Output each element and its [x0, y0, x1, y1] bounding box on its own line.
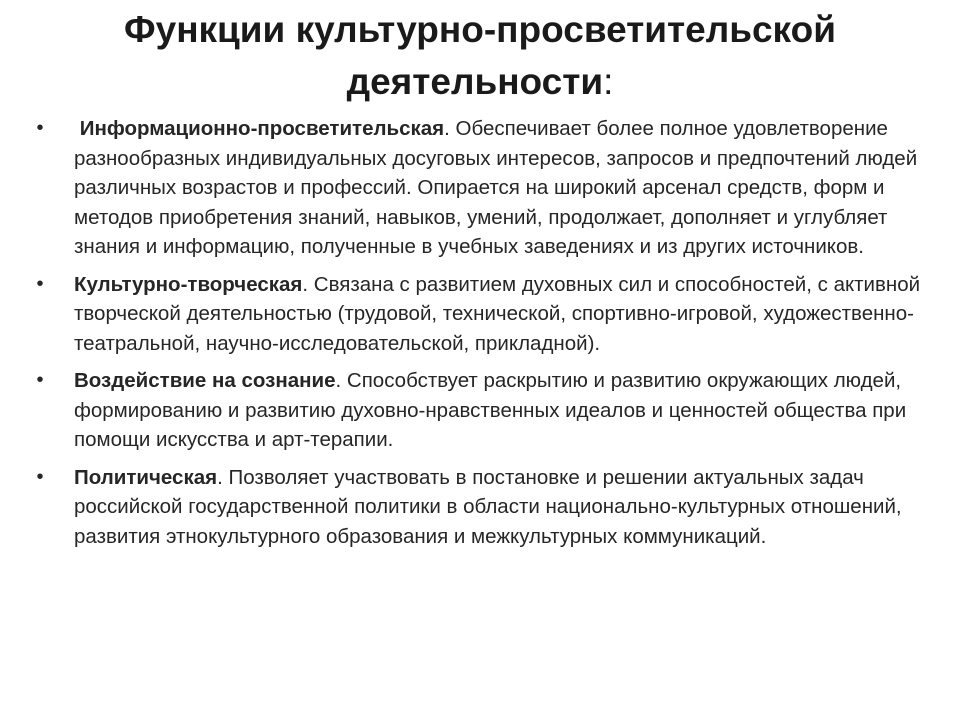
item-term: Культурно-творческая — [74, 272, 303, 296]
list-item-creative — [36, 270, 932, 359]
list-item-political — [36, 463, 932, 552]
item-description: . Обеспечивает более полное удовлетворение разнообразных индивидуальных досуговых интересов, запросов и предпочтений людей различных возрастов и профессий. Опирается на широкий арсенал средств, форм и методов приобретения знаний, навыков, умений, продолжает, дополняет и углубляет знания и информацию, полученные в учебных заведениях и из других источников. — [74, 117, 918, 258]
item-term: Политическая — [74, 465, 218, 489]
slide-title — [40, 4, 920, 108]
bullet-icon: • — [36, 465, 44, 488]
item-description: . Способствует раскрытию и развитию окружающих людей, формированию и развитию духовно-нравственных идеалов и ценностей общества при помощи искусства и арт-терапии. — [74, 369, 907, 451]
slide-title-text: Функции культурно-просветительской деятельности — [124, 9, 836, 102]
bullet-icon: • — [36, 117, 44, 139]
item-description: . Позволяет участвовать в постановке и решении актуальных задач российской государственной политики в области национально-культурных отношений, развития этнокультурного образования и межкультурных коммуникаций. — [74, 465, 902, 548]
bullet-icon: • — [36, 369, 44, 391]
item-term: Воздействие на сознание — [74, 369, 336, 392]
bullet-list — [36, 114, 932, 559]
list-item-consciousness — [36, 366, 932, 455]
item-description: . Связана с развитием духовных сил и способностей, с активной творческой деятельностью (трудовой, технической, спортивно-игровой, художественно-театральной, научно-исследовательской, прикладной). — [74, 272, 921, 355]
slide-title-colon: : — [603, 61, 614, 102]
bullet-icon: • — [36, 272, 44, 295]
item-term: Информационно-просветительская — [79, 117, 445, 140]
list-item-informational — [36, 114, 932, 262]
